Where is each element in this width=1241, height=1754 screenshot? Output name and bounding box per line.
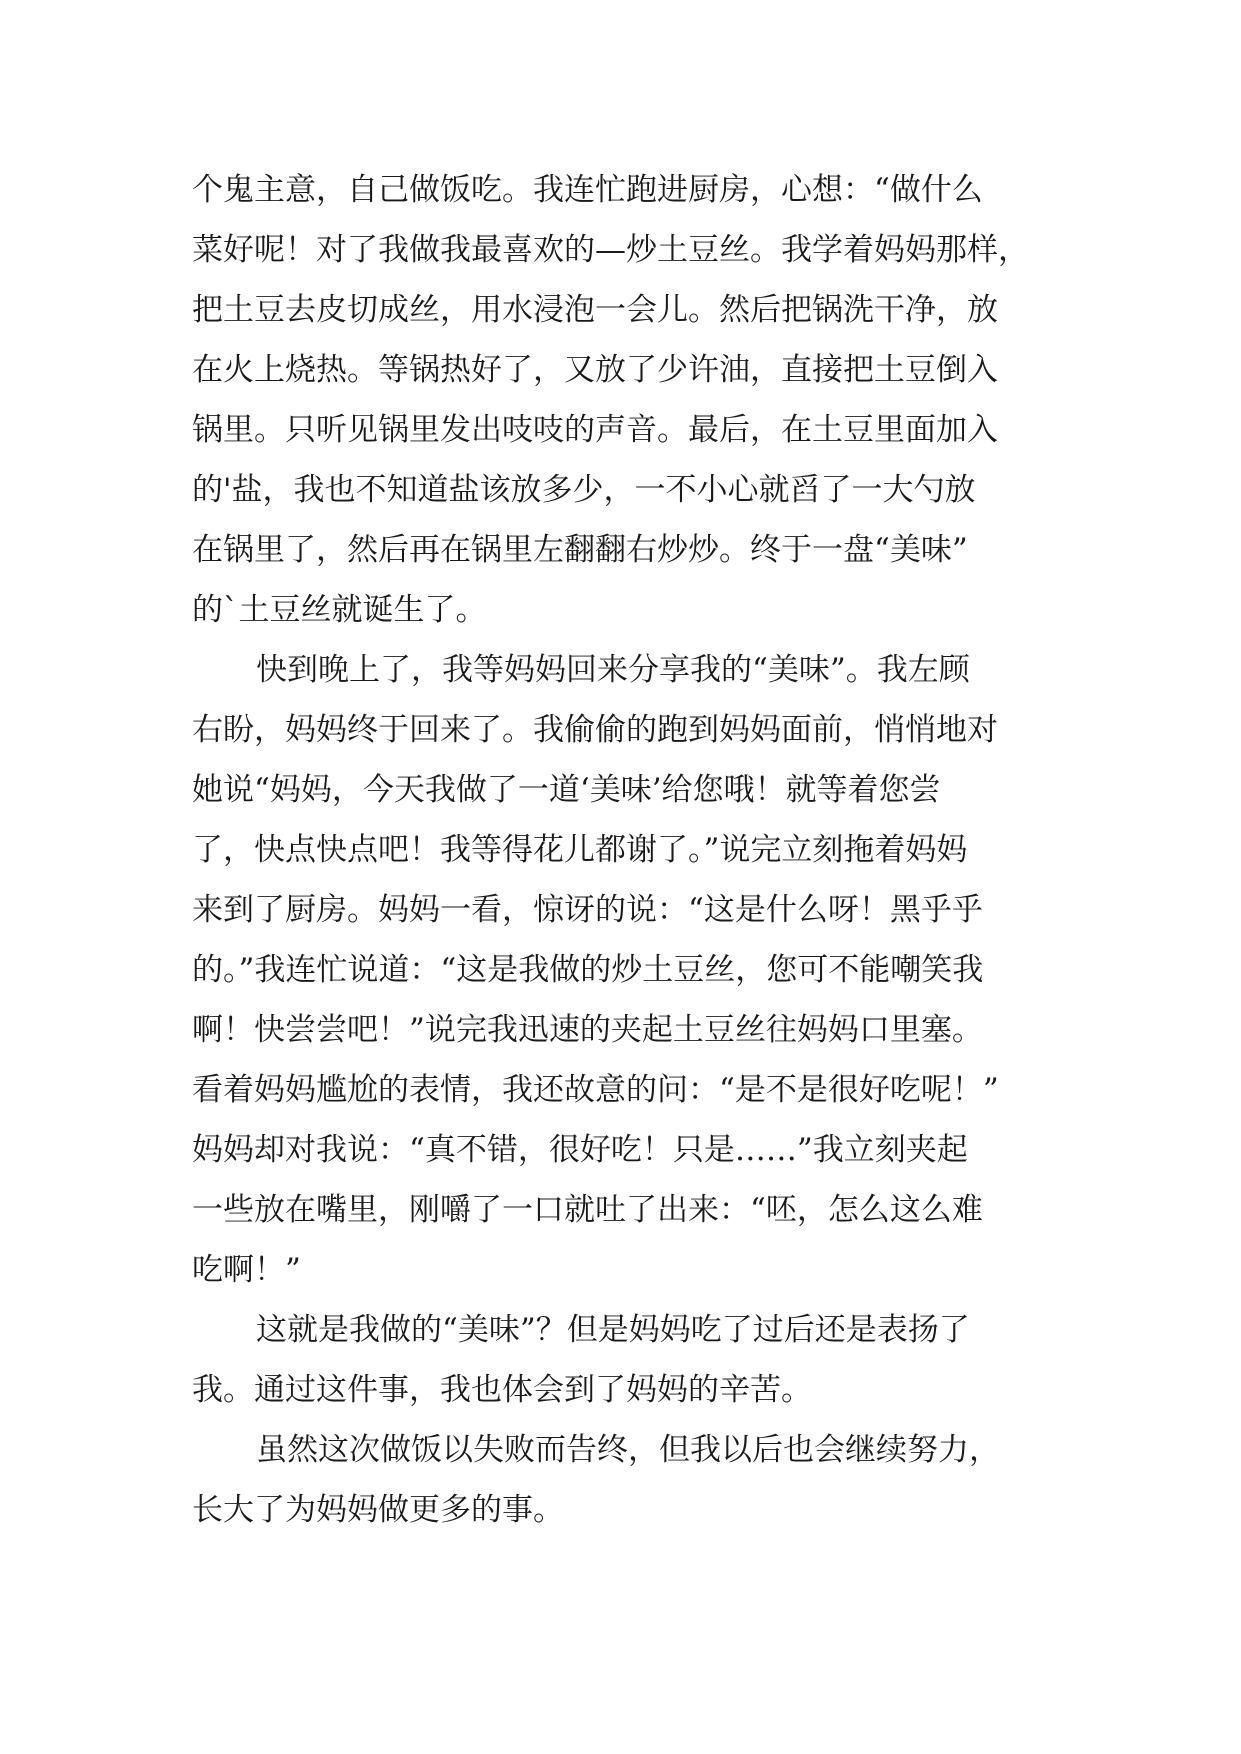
text-line: 的`土豆丝就诞生了。 [192, 592, 487, 628]
text-line: 右盼，妈妈终于回来了。我偷偷的跑到妈妈面前，悄悄地对 [192, 712, 998, 748]
text-line: 锅里。只听见锅里发出吱吱的声音。最后，在土豆里面加入 [192, 412, 998, 448]
text-line: 菜好呢！对了我做我最喜欢的—炒土豆丝。我学着妈妈那样， [192, 232, 1029, 268]
text-line: 把土豆去皮切成丝，用水浸泡一会儿。然后把锅洗干净，放 [192, 292, 998, 328]
text-line: 这就是我做的“美味”？但是妈妈吃了过后还是表扬了 [256, 1312, 970, 1348]
text-line: 的。”我连忙说道：“这是我做的炒土豆丝，您可不能嘲笑我 [192, 952, 984, 988]
text-line: 快到晚上了，我等妈妈回来分享我的“美味”。我左顾 [256, 652, 970, 688]
text-line: 的'盐，我也不知道盐该放多少，一不小心就舀了一大勺放 [192, 472, 976, 508]
text-line: 吃啊！” [192, 1252, 301, 1288]
text-line: 妈妈却对我说：“真不错，很好吃！只是……”我立刻夹起 [192, 1132, 968, 1168]
text-line: 长大了为妈妈做更多的事。 [192, 1492, 564, 1528]
text-line: 来到了厨房。妈妈一看，惊讶的说：“这是什么呀！黑乎乎 [192, 892, 983, 928]
essay-text [192, 160, 1092, 1540]
text-line: 在锅里了，然后再在锅里左翻翻右炒炒。终于一盘“美味” [192, 532, 968, 568]
text-line: 她说“妈妈，今天我做了一道‘美味’给您哦！就等着您尝 [192, 772, 941, 808]
text-line: 我。通过这件事，我也体会到了妈妈的辛苦。 [192, 1372, 812, 1408]
text-line: 一些放在嘴里，刚嚼了一口就吐了出来：“呸，怎么这么难 [192, 1192, 983, 1228]
text-line: 了，快点快点吧！我等得花儿都谢了。”说完立刻拖着妈妈 [192, 832, 968, 868]
text-line: 在火上烧热。等锅热好了，又放了少许油，直接把土豆倒入 [192, 352, 998, 388]
text-line: 个鬼主意，自己做饭吃。我连忙跑进厨房，心想：“做什么 [192, 172, 983, 208]
text-line: 看着妈妈尴尬的表情，我还故意的问：“是不是很好吃呢！” [192, 1072, 999, 1108]
text-line: 啊！快尝尝吧！”说完我迅速的夹起土豆丝往妈妈口里塞。 [192, 1012, 983, 1048]
text-line: 虽然这次做饭以失败而告终，但我以后也会继续努力， [256, 1432, 1000, 1468]
